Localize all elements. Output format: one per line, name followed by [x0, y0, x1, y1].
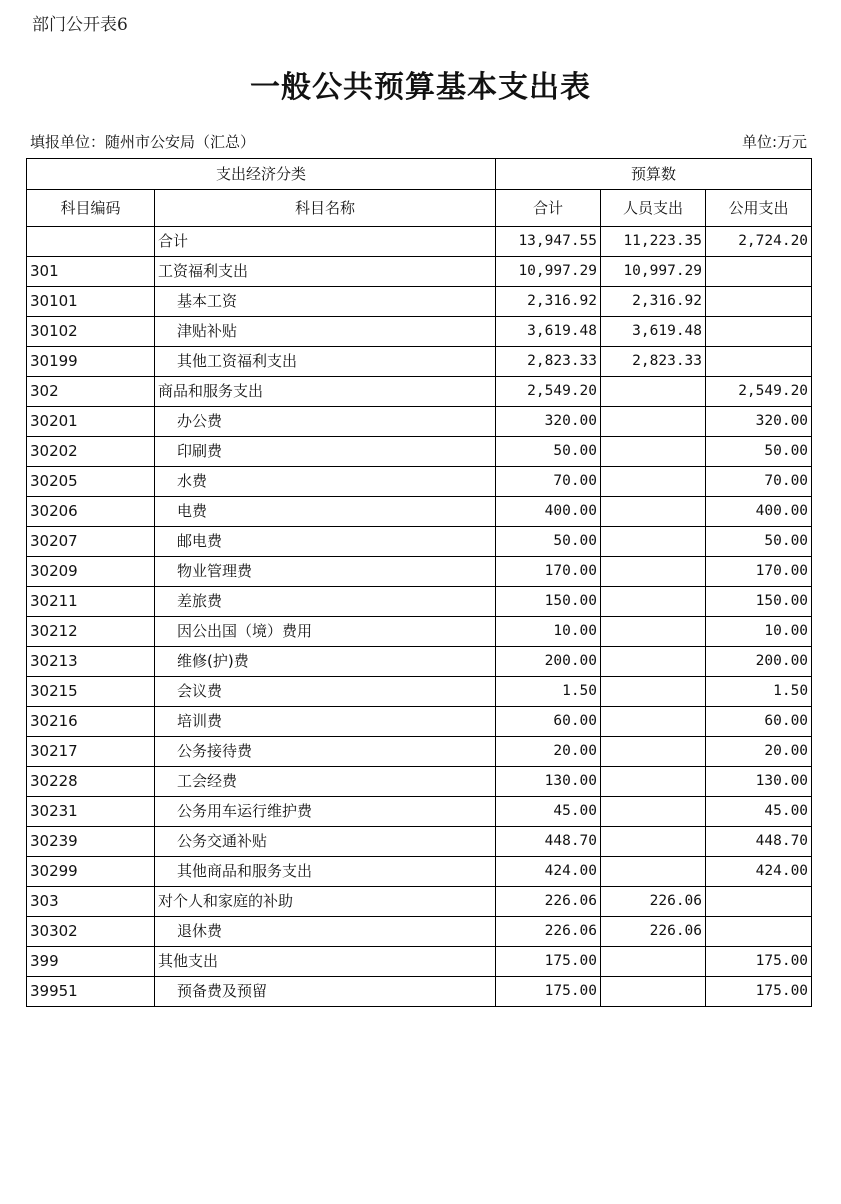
table-row: [27, 347, 812, 377]
total-cell: 50.00: [496, 527, 601, 557]
subject-code-cell: 30228: [27, 767, 155, 797]
subject-code-cell: 30207: [27, 527, 155, 557]
table-row: [27, 647, 812, 677]
public-expense-cell: 20.00: [706, 737, 812, 767]
table-row: [27, 377, 812, 407]
total-cell: 70.00: [496, 467, 601, 497]
total-cell: 10.00: [496, 617, 601, 647]
table-row: [27, 557, 812, 587]
table-row: [27, 317, 812, 347]
subject-code-cell: 30213: [27, 647, 155, 677]
subject-code-cell: 30299: [27, 857, 155, 887]
subject-name-cell: 培训费: [155, 707, 496, 737]
public-expense-cell: [706, 317, 812, 347]
public-expense-cell: 1.50: [706, 677, 812, 707]
table-row: [27, 707, 812, 737]
personnel-expense-header: 人员支出: [601, 190, 706, 227]
subject-name-cell: 因公出国（境）费用: [155, 617, 496, 647]
total-cell: 200.00: [496, 647, 601, 677]
table-row: [27, 257, 812, 287]
public-expense-header: 公用支出: [706, 190, 812, 227]
total-cell: 424.00: [496, 857, 601, 887]
public-expense-cell: 50.00: [706, 437, 812, 467]
subject-name-cell: 维修(护)费: [155, 647, 496, 677]
total-cell: 170.00: [496, 557, 601, 587]
personnel-expense-cell: [601, 737, 706, 767]
subject-name-cell: 其他工资福利支出: [155, 347, 496, 377]
total-cell: 2,823.33: [496, 347, 601, 377]
subject-code-cell: 30212: [27, 617, 155, 647]
total-cell: 45.00: [496, 797, 601, 827]
total-cell: 130.00: [496, 767, 601, 797]
subject-code-cell: 30211: [27, 587, 155, 617]
public-expense-cell: 50.00: [706, 527, 812, 557]
subject-code-cell: 30199: [27, 347, 155, 377]
subject-code-cell: 30205: [27, 467, 155, 497]
economic-classification-header: 支出经济分类: [27, 159, 496, 190]
subject-code-cell: 30231: [27, 797, 155, 827]
public-expense-cell: 150.00: [706, 587, 812, 617]
table-row: [27, 617, 812, 647]
personnel-expense-cell: [601, 437, 706, 467]
personnel-expense-cell: [601, 947, 706, 977]
subject-name-cell: 合计: [155, 227, 496, 257]
subject-code-cell: 302: [27, 377, 155, 407]
subject-name-cell: 邮电费: [155, 527, 496, 557]
personnel-expense-cell: 2,823.33: [601, 347, 706, 377]
subject-code-cell: 30217: [27, 737, 155, 767]
public-expense-cell: [706, 887, 812, 917]
personnel-expense-cell: [601, 857, 706, 887]
subject-code-cell: 301: [27, 257, 155, 287]
subject-name-cell: 办公费: [155, 407, 496, 437]
public-expense-cell: 170.00: [706, 557, 812, 587]
subject-code-cell: 399: [27, 947, 155, 977]
table-row: [27, 947, 812, 977]
total-cell: 50.00: [496, 437, 601, 467]
personnel-expense-cell: [601, 467, 706, 497]
table-row: [27, 587, 812, 617]
budget-amount-header: 预算数: [496, 159, 812, 190]
table-row: [27, 767, 812, 797]
personnel-expense-cell: 11,223.35: [601, 227, 706, 257]
subject-code-cell: 30302: [27, 917, 155, 947]
subject-code-cell: 30201: [27, 407, 155, 437]
subject-name-cell: 其他支出: [155, 947, 496, 977]
subject-code-cell: 30215: [27, 677, 155, 707]
subject-code-header: 科目编码: [27, 190, 155, 227]
subject-name-cell: 公务用车运行维护费: [155, 797, 496, 827]
reporting-unit-label: 填报单位：随州市公安局（汇总）: [30, 133, 256, 151]
public-expense-cell: 200.00: [706, 647, 812, 677]
subject-code-cell: 30216: [27, 707, 155, 737]
table-row: [27, 407, 812, 437]
total-cell: 2,316.92: [496, 287, 601, 317]
subject-name-header: 科目名称: [155, 190, 496, 227]
table-row: [27, 227, 812, 257]
subject-name-cell: 会议费: [155, 677, 496, 707]
personnel-expense-cell: 226.06: [601, 917, 706, 947]
personnel-expense-cell: [601, 497, 706, 527]
subject-name-cell: 公务接待费: [155, 737, 496, 767]
personnel-expense-cell: [601, 827, 706, 857]
subject-name-cell: 基本工资: [155, 287, 496, 317]
table-row: [27, 437, 812, 467]
subject-name-cell: 公务交通补贴: [155, 827, 496, 857]
subject-code-cell: 30209: [27, 557, 155, 587]
table-row: [27, 467, 812, 497]
table-row: [27, 917, 812, 947]
subject-name-cell: 工会经费: [155, 767, 496, 797]
total-cell: 175.00: [496, 947, 601, 977]
public-expense-cell: 400.00: [706, 497, 812, 527]
total-cell: 13,947.55: [496, 227, 601, 257]
total-cell: 175.00: [496, 977, 601, 1007]
subject-name-cell: 津贴补贴: [155, 317, 496, 347]
subject-code-cell: 39951: [27, 977, 155, 1007]
table-row: [27, 857, 812, 887]
subject-code-cell: 30101: [27, 287, 155, 317]
total-cell: 226.06: [496, 917, 601, 947]
subject-code-cell: 30206: [27, 497, 155, 527]
public-expense-cell: 320.00: [706, 407, 812, 437]
table-row: [27, 797, 812, 827]
table-row: [27, 497, 812, 527]
public-expense-cell: 60.00: [706, 707, 812, 737]
personnel-expense-cell: [601, 767, 706, 797]
subject-code-cell: 30239: [27, 827, 155, 857]
personnel-expense-cell: 10,997.29: [601, 257, 706, 287]
total-cell: 60.00: [496, 707, 601, 737]
subject-name-cell: 差旅费: [155, 587, 496, 617]
personnel-expense-cell: [601, 587, 706, 617]
table-row: [27, 527, 812, 557]
public-expense-cell: 45.00: [706, 797, 812, 827]
subject-name-cell: 印刷费: [155, 437, 496, 467]
subject-name-cell: 物业管理费: [155, 557, 496, 587]
subject-name-cell: 其他商品和服务支出: [155, 857, 496, 887]
public-expense-cell: 10.00: [706, 617, 812, 647]
personnel-expense-cell: [601, 527, 706, 557]
personnel-expense-cell: [601, 407, 706, 437]
public-expense-cell: [706, 917, 812, 947]
personnel-expense-cell: [601, 797, 706, 827]
personnel-expense-cell: [601, 977, 706, 1007]
total-cell: 320.00: [496, 407, 601, 437]
public-expense-cell: [706, 257, 812, 287]
personnel-expense-cell: 226.06: [601, 887, 706, 917]
personnel-expense-cell: [601, 557, 706, 587]
table-row: [27, 887, 812, 917]
total-cell: 400.00: [496, 497, 601, 527]
table-row: [27, 827, 812, 857]
subject-name-cell: 水费: [155, 467, 496, 497]
public-expense-cell: 175.00: [706, 977, 812, 1007]
total-cell: 150.00: [496, 587, 601, 617]
budget-table-body: [27, 227, 812, 1007]
total-cell: 226.06: [496, 887, 601, 917]
subject-name-cell: 电费: [155, 497, 496, 527]
public-expense-cell: [706, 287, 812, 317]
subject-name-cell: 退休费: [155, 917, 496, 947]
total-cell: 3,619.48: [496, 317, 601, 347]
total-header: 合计: [496, 190, 601, 227]
subject-code-cell: 30102: [27, 317, 155, 347]
subject-name-cell: 对个人和家庭的补助: [155, 887, 496, 917]
personnel-expense-cell: 3,619.48: [601, 317, 706, 347]
total-cell: 20.00: [496, 737, 601, 767]
subject-code-cell: 30202: [27, 437, 155, 467]
personnel-expense-cell: [601, 617, 706, 647]
public-expense-cell: 2,549.20: [706, 377, 812, 407]
total-cell: 448.70: [496, 827, 601, 857]
table-row: [27, 977, 812, 1007]
page-title: 一般公共预算基本支出表: [250, 70, 591, 105]
form-number-label: 部门公开表6: [32, 15, 128, 35]
public-expense-cell: 70.00: [706, 467, 812, 497]
personnel-expense-cell: [601, 647, 706, 677]
subject-name-cell: 商品和服务支出: [155, 377, 496, 407]
table-row: [27, 287, 812, 317]
table-row: [27, 677, 812, 707]
total-cell: 1.50: [496, 677, 601, 707]
public-expense-cell: 175.00: [706, 947, 812, 977]
subject-code-cell: 303: [27, 887, 155, 917]
public-expense-cell: 130.00: [706, 767, 812, 797]
public-expense-cell: [706, 347, 812, 377]
personnel-expense-cell: [601, 377, 706, 407]
personnel-expense-cell: 2,316.92: [601, 287, 706, 317]
total-cell: 2,549.20: [496, 377, 601, 407]
subject-code-cell: [27, 227, 155, 257]
subject-name-cell: 预备费及预留: [155, 977, 496, 1007]
table-row: [27, 737, 812, 767]
personnel-expense-cell: [601, 707, 706, 737]
public-expense-cell: 448.70: [706, 827, 812, 857]
public-expense-cell: 2,724.20: [706, 227, 812, 257]
subject-name-cell: 工资福利支出: [155, 257, 496, 287]
currency-unit-label: 单位:万元: [741, 133, 807, 151]
personnel-expense-cell: [601, 677, 706, 707]
total-cell: 10,997.29: [496, 257, 601, 287]
public-expense-cell: 424.00: [706, 857, 812, 887]
budget-table: [26, 158, 812, 1007]
